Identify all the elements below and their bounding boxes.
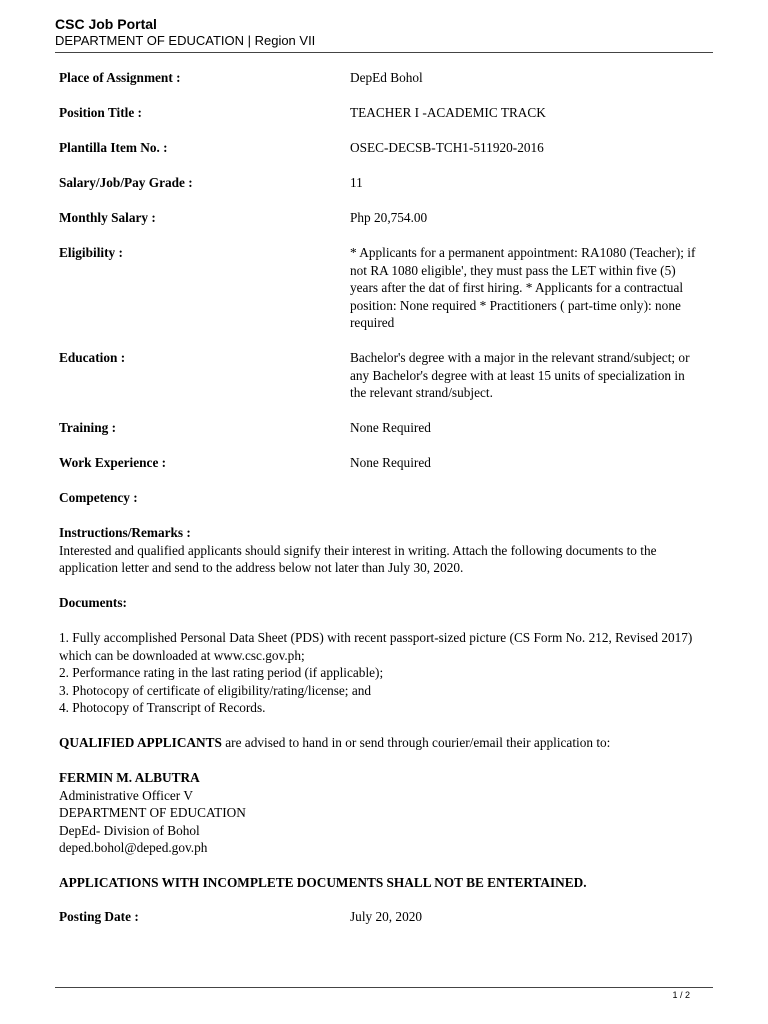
portal-subtitle: DEPARTMENT OF EDUCATION | Region VII — [55, 33, 316, 48]
qualified-applicants-text: are advised to hand in or send through courier/email their application to: — [221, 735, 611, 750]
page-header — [55, 16, 713, 49]
field-training — [59, 419, 709, 437]
field-label: Work Experience : — [59, 455, 167, 470]
field-place-of-assignment — [59, 69, 709, 87]
field-competency — [59, 489, 709, 507]
field-label: Competency : — [59, 490, 138, 505]
field-position-title — [59, 104, 709, 122]
field-value: OSEC-DECSB-TCH1-511920-2016 — [350, 140, 544, 155]
documents-label: Documents: — [59, 595, 127, 610]
field-value: None Required — [350, 420, 431, 435]
field-label: Eligibility : — [59, 245, 123, 260]
field-value: TEACHER I -ACADEMIC TRACK — [350, 105, 546, 120]
contact-department: DEPARTMENT OF EDUCATION — [59, 805, 246, 820]
field-label: Plantilla Item No. : — [59, 140, 168, 155]
posting-date-label: Posting Date : — [59, 909, 139, 924]
list-item: 2. Performance rating in the last rating period (if applicable); — [59, 665, 384, 680]
field-label: Position Title : — [59, 105, 142, 120]
instructions-section — [59, 524, 709, 577]
footer-divider — [55, 987, 713, 988]
qualified-applicants-emphasis: QUALIFIED APPLICANTS — [59, 735, 222, 750]
field-label: Training : — [59, 420, 117, 435]
field-value — [350, 489, 700, 507]
incomplete-documents-warning: APPLICATIONS WITH INCOMPLETE DOCUMENTS SHALL NOT BE ENTERTAINED. — [59, 875, 587, 890]
field-value: Bachelor's degree with a major in the relevant strand/subject; or any Bachelor's degree with at least 15 units of specialization in the relevant strand/subject. — [350, 350, 690, 400]
field-label: Education : — [59, 350, 126, 365]
field-label: Salary/Job/Pay Grade : — [59, 175, 193, 190]
contact-email: deped.bohol@deped.gov.ph — [59, 840, 208, 855]
contact-name: FERMIN M. ALBUTRA — [59, 770, 200, 785]
field-value: None Required — [350, 455, 431, 470]
field-work-experience — [59, 454, 709, 472]
posting-date-row — [59, 908, 709, 926]
instructions-label: Instructions/Remarks : — [59, 525, 191, 540]
field-plantilla-item — [59, 139, 709, 157]
field-value: * Applicants for a permanent appointment: RA1080 (Teacher); if not RA 1080 eligible', they must pass the LET within five (5) years after the dat of first hiring. * Applicants for a contractual position: None required * Practitioners ( part-time only): none required — [350, 245, 696, 330]
page-number: 1 / 2 — [672, 990, 690, 1000]
field-eligibility — [59, 244, 709, 332]
contact-division: DepEd- Division of Bohol — [59, 822, 200, 838]
field-education — [59, 349, 709, 402]
list-item: 1. Fully accomplished Personal Data Sheet (PDS) with recent passport-sized picture (CS Form No. 212, Revised 2017) which can be downloaded at www.csc.gov.ph; — [59, 630, 693, 663]
field-salary-grade — [59, 174, 709, 192]
contact-block — [59, 769, 709, 857]
job-details — [59, 69, 709, 892]
field-value: Php 20,754.00 — [350, 210, 428, 225]
field-value: 11 — [350, 175, 363, 190]
documents-list — [59, 629, 709, 717]
qualified-applicants-note — [59, 734, 709, 752]
field-label: Place of Assignment : — [59, 70, 181, 85]
list-item: 3. Photocopy of certificate of eligibility/rating/license; and — [59, 682, 372, 698]
portal-title: CSC Job Portal — [55, 16, 157, 32]
field-monthly-salary — [59, 209, 709, 227]
contact-position: Administrative Officer V — [59, 787, 193, 803]
instructions-text: Interested and qualified applicants should signify their interest in writing. Attach the following documents to the application letter and send to the address below not later than July 30, 2020. — [59, 542, 657, 575]
header-divider — [55, 52, 713, 53]
posting-date-value: July 20, 2020 — [350, 909, 423, 924]
field-value: DepEd Bohol — [350, 70, 423, 85]
list-item: 4. Photocopy of Transcript of Records. — [59, 700, 266, 715]
field-label: Monthly Salary : — [59, 210, 156, 225]
